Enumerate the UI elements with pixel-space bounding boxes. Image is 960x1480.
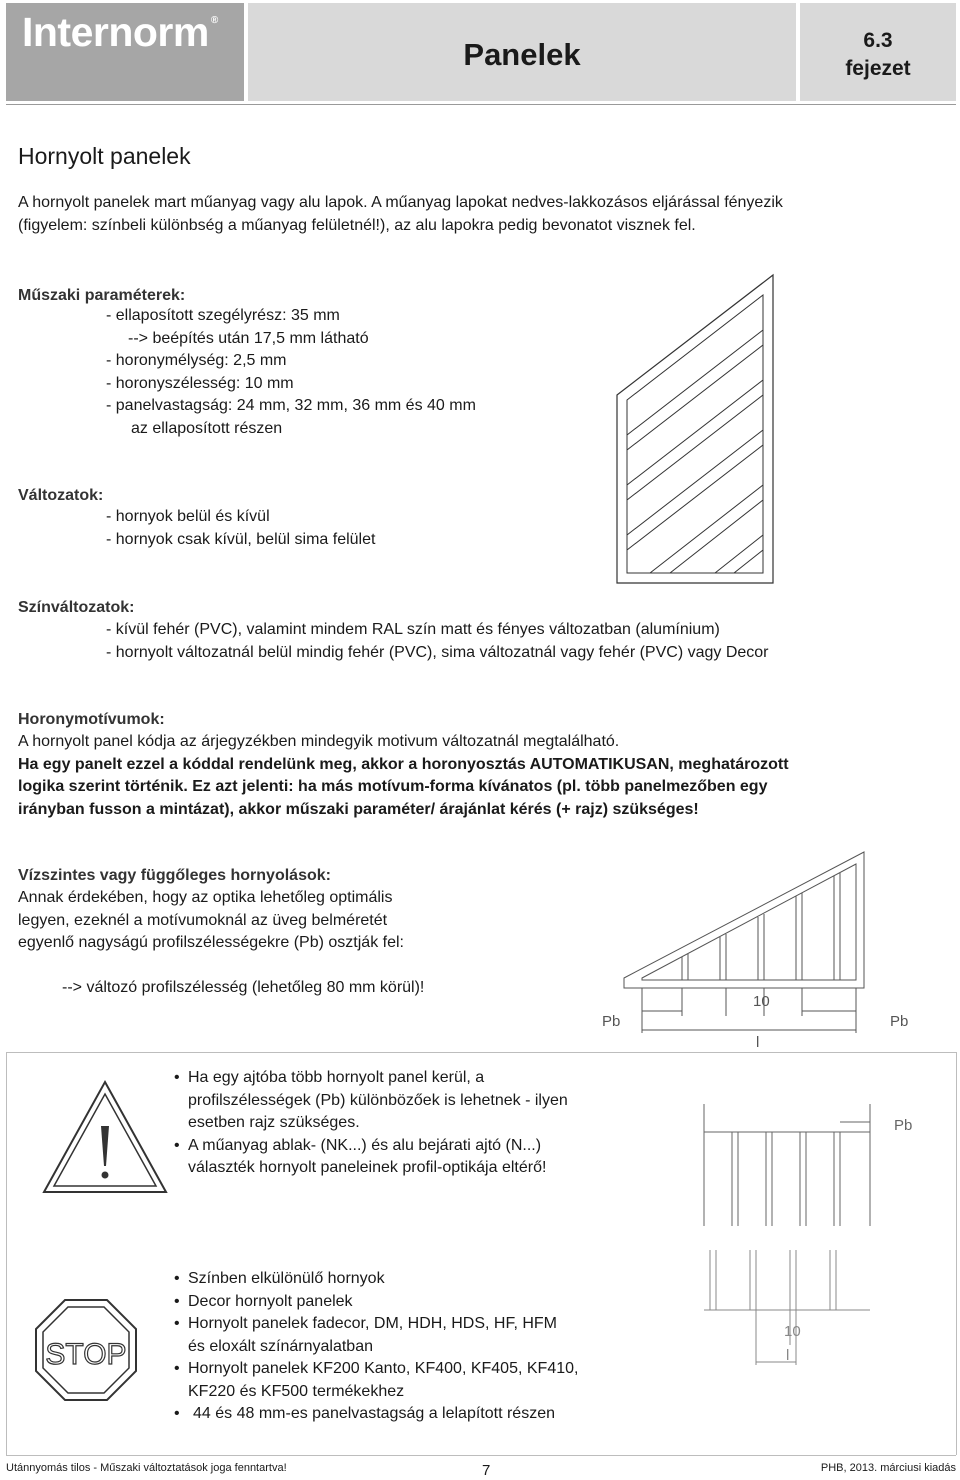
pb-label-left: Pb [602, 1013, 621, 1030]
stop-line: és eloxált színárnyalatban [188, 1337, 373, 1355]
warning-line: A műanyag ablak- (NK...) és alu bejárati ajtó (N...) [188, 1136, 542, 1154]
stop-sign-icon [34, 1298, 138, 1402]
stop-item [174, 1268, 578, 1291]
grooves-heading: Vízszintes vagy függőleges hornyolások: [18, 867, 331, 884]
warning-line: Ha egy ajtóba több hornyolt panel kerül, a [188, 1069, 485, 1086]
technical-line: - panelvastagság: 24 mm, 32 mm, 36 mm és 40 mm [106, 397, 476, 414]
registered-mark: ® [210, 15, 218, 26]
chapter-label [800, 27, 956, 83]
warning-line: esetben rajz szükséges. [188, 1114, 360, 1131]
colors-heading: Színváltozatok: [18, 599, 135, 616]
stop-sign-text: STOP [45, 1338, 127, 1371]
stop-line: Hornyolt panelek KF200 Kanto, KF400, KF405, KF410, [188, 1360, 579, 1377]
bullet-icon: • [174, 1069, 180, 1086]
warning-item [174, 1067, 568, 1135]
pb-label: Pb [894, 1117, 913, 1134]
technical-line: - horonymélység: 2,5 mm [106, 352, 287, 369]
intro-line: (figyelem: színbeli különbség a műanyag felületnél!), az alu lapokra pedig bevonatot visznek fel. [18, 216, 696, 234]
colors-list [106, 619, 769, 664]
groove-line: Annak érdekében, hogy az optika lehetőleg optimális [18, 889, 393, 906]
diagonal-groove-drawing [610, 270, 790, 590]
chapter-panel [800, 3, 956, 101]
vertical-groove-detail-drawing [700, 1250, 880, 1390]
warning-triangle-icon [40, 1078, 170, 1198]
page-title: Panelek [463, 37, 581, 72]
motifs-heading: Horonymotívumok: [18, 711, 165, 728]
variants-heading: Változatok: [18, 487, 104, 504]
triangle-groove-drawing [602, 848, 940, 1051]
warning-line: választék hornyolt paneleinek profil-optikája eltérő! [188, 1159, 547, 1176]
brand-logo [22, 9, 218, 56]
technical-list [106, 305, 476, 440]
stop-item [174, 1313, 578, 1358]
brand-panel [6, 3, 244, 101]
motif-bold-line: irányban fusson a mintázat), akkor műszaki paraméter/ árajánlat kérés (+ rajz) szükséges! [18, 800, 699, 818]
l-label: l [786, 1347, 790, 1364]
page-number: 7 [482, 1462, 491, 1479]
bullet-icon: • [174, 1405, 180, 1422]
warning-line: profilszélességek (Pb) különbözőek is lehetnek - ilyen [188, 1091, 568, 1109]
motifs-text [18, 731, 789, 821]
intro-line: A hornyolt panelek mart műanyag vagy alu lapok. A műanyag lapokat nedves-lakkozásos eljárással fényezik [18, 194, 783, 211]
color-line: - kívül fehér (PVC), valamint mindem RAL szín matt és fényes változatban (alumínium) [106, 621, 720, 638]
stop-line: Hornyolt panelek fadecor, DM, HDH, HDS, HF, HFM [188, 1315, 557, 1332]
header-divider [6, 104, 956, 105]
chapter-word: fejezet [845, 57, 911, 80]
motif-line: A hornyolt panel kódja az árjegyzékben mindegyik motivum változatnál megtalálható. [18, 733, 620, 750]
motif-bold-line: logika szerint történik. Ez azt jelenti: ha más motívum-forma kívánatos (pl. több panelmezőben egy [18, 778, 768, 795]
box-bottom-border [6, 1455, 956, 1456]
warning-list [174, 1067, 568, 1180]
box-top-border [6, 1052, 956, 1053]
technical-heading: Műszaki paraméterek: [18, 287, 186, 304]
stop-item [174, 1291, 578, 1314]
color-line: - hornyolt változatnál belül mindig fehér (PVC), sima változatnál vagy fehér (PVC) vagy Decor [106, 643, 769, 661]
groove-line: egyenlő nagyságú profilszélességekre (Pb) osztják fel: [18, 934, 404, 951]
ten-label: 10 [753, 993, 770, 1010]
bullet-icon: • [174, 1136, 180, 1154]
technical-line: - ellaposított szegélyrész: 35 mm [106, 307, 340, 324]
groove-line: legyen, ezeknél a motívumoknál az üveg belméretét [18, 911, 388, 929]
stop-line: KF220 és KF500 termékekhez [188, 1382, 405, 1400]
motif-bold-line: Ha egy panelt ezzel a kóddal rendelünk meg, akkor a horonyosztás AUTOMATIKUSAN, meghatározott [18, 755, 789, 773]
section-title: Hornyolt panelek [18, 143, 191, 169]
ten-label: 10 [784, 1323, 801, 1340]
box-right-border [956, 1052, 957, 1455]
variant-line: - hornyok csak kívül, belül sima felület [106, 530, 376, 548]
vertical-groove-drawing [700, 1100, 950, 1230]
chapter-number: 6.3 [863, 29, 893, 52]
bullet-icon: • [174, 1270, 180, 1287]
stop-list [174, 1268, 578, 1426]
stop-item [174, 1358, 578, 1403]
bullet-icon: • [174, 1292, 180, 1310]
bullet-icon: • [174, 1315, 180, 1332]
stop-line: 44 és 48 mm-es panelvastagság a lelapított részen [193, 1405, 555, 1422]
variants-list [106, 506, 375, 551]
technical-line: az ellaposított részen [131, 419, 283, 437]
bullet-icon: • [174, 1360, 180, 1377]
technical-line: - horonyszélesség: 10 mm [106, 374, 294, 392]
stop-line: Színben elkülönülő hornyok [188, 1270, 385, 1287]
footer-copyright: Utánnyomás tilos - Műszaki változtatások joga fenntartva! [6, 1462, 287, 1474]
l-label: l [756, 1034, 760, 1051]
stop-line: Decor hornyolt panelek [188, 1292, 353, 1310]
warning-item [174, 1135, 568, 1180]
stop-item [174, 1403, 578, 1426]
brand-name: Internorm [22, 9, 209, 55]
title-panel [248, 3, 796, 101]
footer-edition: PHB, 2013. márciusi kiadás [820, 1462, 956, 1474]
variant-line: - hornyok belül és kívül [106, 508, 270, 525]
technical-line: --> beépítés után 17,5 mm látható [128, 329, 369, 347]
box-left-border [6, 1052, 7, 1455]
grooves-text [18, 887, 404, 955]
intro-text [18, 192, 783, 237]
groove-note: --> változó profilszélesség (lehetőleg 80 mm körül)! [62, 979, 425, 996]
pb-label-right: Pb [890, 1013, 909, 1030]
